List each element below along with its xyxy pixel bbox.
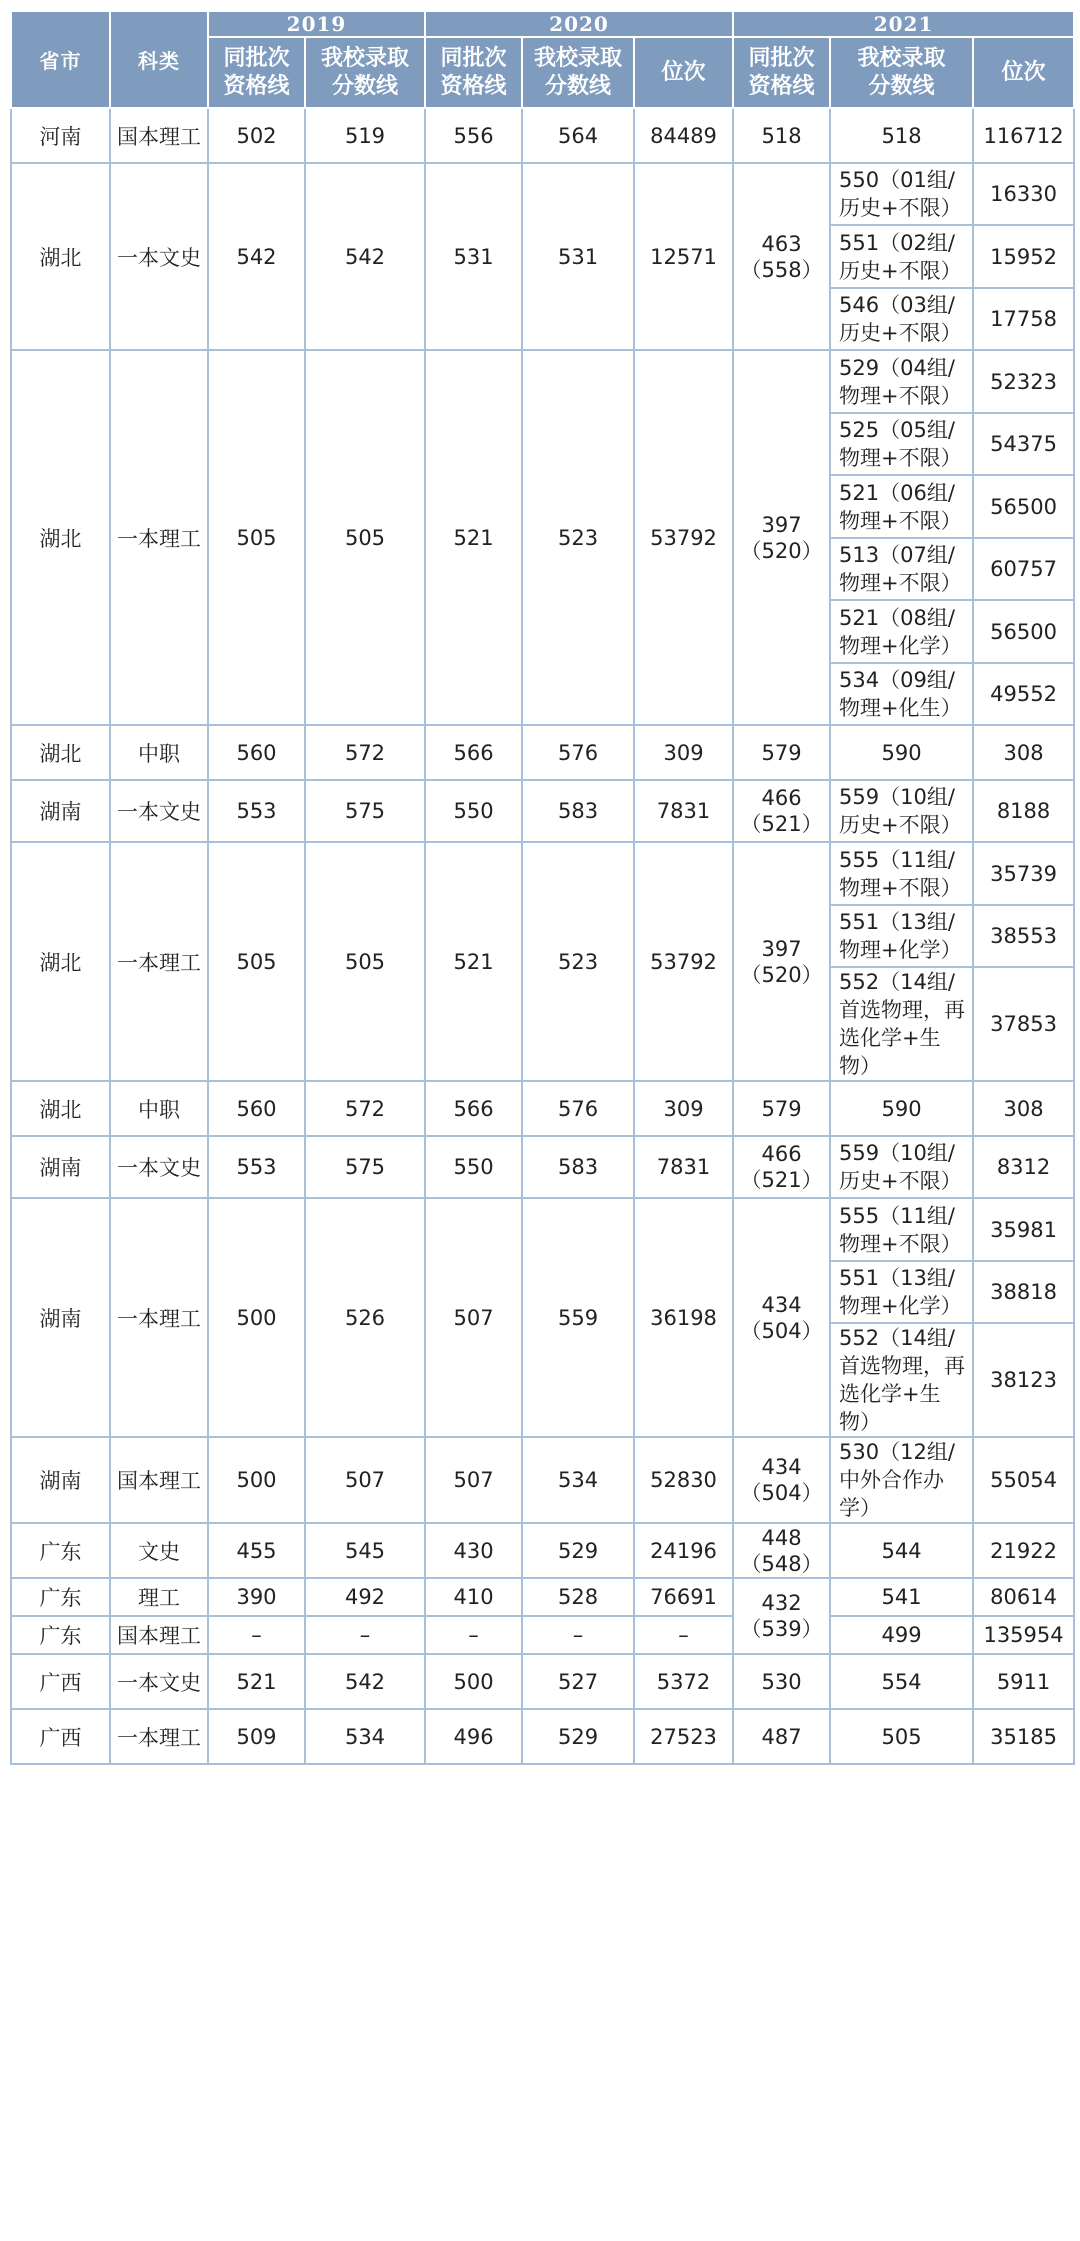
subject-cell: 一本文史 [110,780,208,842]
y2021-rank-cell: 60757 [973,538,1074,600]
y2020-rank-cell: 309 [634,1081,733,1136]
subject-cell: 国本理工 [110,1616,208,1654]
subject-cell: 国本理工 [110,108,208,163]
y2021-batch-line-cell: 518 [733,108,830,163]
header-2019-batch-line: 同批次 资格线 [208,37,305,108]
y2019-batch-line-cell: 390 [208,1578,305,1616]
y2019-batch-line-cell: 553 [208,1136,305,1198]
y2021-batch-line-cell: 466 （521） [733,780,830,842]
y2020-batch-line-cell: 507 [425,1198,522,1437]
y2021-school-line-cell: 551（02组/历史+不限） [830,225,973,288]
y2020-batch-line-cell: 566 [425,1081,522,1136]
province-cell: 湖北 [11,842,110,1081]
y2021-rank-cell: 17758 [973,288,1074,350]
y2019-school-line-cell: 507 [305,1437,425,1523]
y2021-school-line-cell: 505 [830,1709,973,1764]
header-year-2020: 2020 [425,11,733,37]
y2021-rank-cell: 8188 [973,780,1074,842]
y2021-school-line-cell: 590 [830,725,973,780]
y2020-rank-cell: 76691 [634,1578,733,1616]
table-row [11,842,1074,905]
subject-cell: 理工 [110,1578,208,1616]
y2021-rank-cell: 80614 [973,1578,1074,1616]
y2020-school-line-cell: 576 [522,725,634,780]
header-year-2019: 2019 [208,11,425,37]
province-cell: 湖南 [11,780,110,842]
y2021-school-line-cell: 555（11组/物理+不限） [830,1198,973,1261]
province-cell: 广东 [11,1616,110,1654]
y2021-batch-line-cell: 579 [733,725,830,780]
y2021-rank-cell: 35185 [973,1709,1074,1764]
y2021-rank-cell: 135954 [973,1616,1074,1654]
y2019-batch-line-cell: 500 [208,1437,305,1523]
y2020-school-line-cell: 583 [522,780,634,842]
y2021-school-line-cell: 530（12组/中外合作办学） [830,1437,973,1523]
province-cell: 湖北 [11,1081,110,1136]
y2021-rank-cell: 16330 [973,163,1074,225]
province-cell: 湖南 [11,1198,110,1437]
y2019-batch-line-cell: 505 [208,350,305,725]
y2019-batch-line-cell: 509 [208,1709,305,1764]
y2020-school-line-cell: 531 [522,163,634,350]
y2021-batch-line-cell: 466 （521） [733,1136,830,1198]
y2021-rank-cell: 21922 [973,1523,1074,1578]
header-2020-rank: 位次 [634,37,733,108]
y2021-school-line-cell: 529（04组/物理+不限） [830,350,973,413]
y2021-school-line-cell: 518 [830,108,973,163]
province-cell: 广东 [11,1578,110,1616]
y2020-batch-line-cell: 507 [425,1437,522,1523]
province-cell: 湖南 [11,1437,110,1523]
subject-cell: 中职 [110,725,208,780]
header-province: 省市 [11,11,110,108]
admission-score-table [10,10,1075,1765]
y2019-school-line-cell: 505 [305,350,425,725]
subject-cell: 一本理工 [110,1198,208,1437]
province-cell: 湖北 [11,163,110,350]
y2021-rank-cell: 35981 [973,1198,1074,1261]
y2019-batch-line-cell: 560 [208,1081,305,1136]
y2019-batch-line-cell: 521 [208,1654,305,1709]
y2021-school-line-cell: 552（14组/首选物理，再选化学+生物） [830,967,973,1081]
y2020-batch-line-cell: 550 [425,780,522,842]
subject-cell: 文史 [110,1523,208,1578]
y2020-batch-line-cell: 410 [425,1578,522,1616]
y2021-school-line-cell: 554 [830,1654,973,1709]
y2021-batch-line-cell: 432 （539） [733,1578,830,1654]
y2021-school-line-cell: 552（14组/首选物理，再选化学+生物） [830,1323,973,1437]
table-row [11,1523,1074,1578]
y2020-rank-cell: 24196 [634,1523,733,1578]
province-cell: 广西 [11,1709,110,1764]
y2019-batch-line-cell: 502 [208,108,305,163]
y2021-school-line-cell: 550（01组/历史+不限） [830,163,973,225]
y2020-rank-cell: 27523 [634,1709,733,1764]
y2021-rank-cell: 38553 [973,905,1074,967]
header-subject: 科类 [110,11,208,108]
subject-cell: 中职 [110,1081,208,1136]
y2021-school-line-cell: 559（10组/历史+不限） [830,780,973,842]
table-row [11,350,1074,413]
province-cell: 河南 [11,108,110,163]
subject-cell: 一本理工 [110,350,208,725]
y2020-batch-line-cell: 496 [425,1709,522,1764]
y2020-school-line-cell: 529 [522,1709,634,1764]
header-2021-school-line: 我校录取 分数线 [830,37,973,108]
y2020-batch-line-cell: 531 [425,163,522,350]
header-2020-batch-line: 同批次 资格线 [425,37,522,108]
y2019-school-line-cell: 542 [305,163,425,350]
y2021-school-line-cell: 559（10组/历史+不限） [830,1136,973,1198]
province-cell: 广东 [11,1523,110,1578]
y2020-school-line-cell: 576 [522,1081,634,1136]
table-row [11,1198,1074,1261]
y2021-school-line-cell: 521（06组/物理+不限） [830,475,973,538]
y2020-batch-line-cell: 566 [425,725,522,780]
y2020-school-line-cell: 559 [522,1198,634,1437]
table-row [11,1437,1074,1523]
y2021-school-line-cell: 499 [830,1616,973,1654]
header-2019-school-line: 我校录取 分数线 [305,37,425,108]
y2020-rank-cell: 52830 [634,1437,733,1523]
y2021-rank-cell: 38818 [973,1261,1074,1323]
table-row [11,1136,1074,1198]
y2020-rank-cell: 53792 [634,842,733,1081]
y2020-rank-cell: 309 [634,725,733,780]
y2020-school-line-cell: 583 [522,1136,634,1198]
table-row [11,108,1074,163]
province-cell: 湖北 [11,350,110,725]
y2021-school-line-cell: 551（13组/物理+化学） [830,905,973,967]
y2020-school-line-cell: 534 [522,1437,634,1523]
y2019-batch-line-cell: 542 [208,163,305,350]
y2021-school-line-cell: 590 [830,1081,973,1136]
y2019-school-line-cell: 575 [305,780,425,842]
province-cell: 湖南 [11,1136,110,1198]
y2021-rank-cell: 15952 [973,225,1074,288]
table-row [11,1578,1074,1616]
y2020-batch-line-cell: 550 [425,1136,522,1198]
y2021-rank-cell: 55054 [973,1437,1074,1523]
y2019-school-line-cell: 575 [305,1136,425,1198]
y2021-rank-cell: 49552 [973,663,1074,725]
y2021-school-line-cell: 555（11组/物理+不限） [830,842,973,905]
y2019-batch-line-cell: 455 [208,1523,305,1578]
y2019-school-line-cell: 492 [305,1578,425,1616]
subject-cell: 一本文史 [110,1654,208,1709]
y2020-rank-cell: 5372 [634,1654,733,1709]
y2020-rank-cell: 7831 [634,1136,733,1198]
y2020-school-line-cell: – [522,1616,634,1654]
y2020-rank-cell: – [634,1616,733,1654]
y2021-rank-cell: 308 [973,725,1074,780]
y2020-school-line-cell: 564 [522,108,634,163]
y2020-school-line-cell: 523 [522,842,634,1081]
table-row [11,725,1074,780]
y2020-rank-cell: 84489 [634,108,733,163]
y2019-school-line-cell: 572 [305,1081,425,1136]
y2021-batch-line-cell: 397 （520） [733,842,830,1081]
subject-cell: 一本理工 [110,1709,208,1764]
table-row [11,163,1074,225]
y2020-school-line-cell: 527 [522,1654,634,1709]
y2020-batch-line-cell: 500 [425,1654,522,1709]
y2021-school-line-cell: 534（09组/物理+化生） [830,663,973,725]
subject-cell: 一本文史 [110,163,208,350]
province-cell: 广西 [11,1654,110,1709]
table-row [11,1654,1074,1709]
subject-cell: 一本理工 [110,842,208,1081]
y2019-school-line-cell: 526 [305,1198,425,1437]
y2019-batch-line-cell: 553 [208,780,305,842]
header-2021-rank: 位次 [973,37,1074,108]
header-2020-school-line: 我校录取 分数线 [522,37,634,108]
y2019-school-line-cell: 542 [305,1654,425,1709]
y2021-rank-cell: 37853 [973,967,1074,1081]
y2021-rank-cell: 38123 [973,1323,1074,1437]
table-row [11,1616,1074,1654]
y2021-rank-cell: 56500 [973,600,1074,663]
y2019-school-line-cell: 572 [305,725,425,780]
y2019-school-line-cell: 545 [305,1523,425,1578]
y2021-rank-cell: 52323 [973,350,1074,413]
subject-cell: 一本文史 [110,1136,208,1198]
y2021-school-line-cell: 525（05组/物理+不限） [830,413,973,475]
table-row [11,1081,1074,1136]
y2019-batch-line-cell: 500 [208,1198,305,1437]
y2020-school-line-cell: 528 [522,1578,634,1616]
y2021-school-line-cell: 541 [830,1578,973,1616]
y2021-school-line-cell: 551（13组/物理+化学） [830,1261,973,1323]
y2021-school-line-cell: 513（07组/物理+不限） [830,538,973,600]
y2020-batch-line-cell: 430 [425,1523,522,1578]
y2021-rank-cell: 5911 [973,1654,1074,1709]
province-cell: 湖北 [11,725,110,780]
y2019-batch-line-cell: 505 [208,842,305,1081]
y2021-rank-cell: 54375 [973,413,1074,475]
y2019-school-line-cell: – [305,1616,425,1654]
y2019-school-line-cell: 519 [305,108,425,163]
y2021-batch-line-cell: 448 （548） [733,1523,830,1578]
y2021-rank-cell: 8312 [973,1136,1074,1198]
y2019-school-line-cell: 505 [305,842,425,1081]
y2021-batch-line-cell: 434 （504） [733,1198,830,1437]
y2021-rank-cell: 116712 [973,108,1074,163]
y2020-rank-cell: 36198 [634,1198,733,1437]
y2020-batch-line-cell: 521 [425,842,522,1081]
table-body [11,108,1074,1764]
y2021-batch-line-cell: 434 （504） [733,1437,830,1523]
y2021-batch-line-cell: 579 [733,1081,830,1136]
y2021-school-line-cell: 521（08组/物理+化学） [830,600,973,663]
y2021-batch-line-cell: 487 [733,1709,830,1764]
y2021-rank-cell: 35739 [973,842,1074,905]
y2019-school-line-cell: 534 [305,1709,425,1764]
table-row [11,1709,1074,1764]
y2020-rank-cell: 7831 [634,780,733,842]
y2021-batch-line-cell: 530 [733,1654,830,1709]
header-2021-batch-line: 同批次 资格线 [733,37,830,108]
y2020-rank-cell: 53792 [634,350,733,725]
y2019-batch-line-cell: – [208,1616,305,1654]
y2021-batch-line-cell: 397 （520） [733,350,830,725]
header-year-2021: 2021 [733,11,1074,37]
y2021-rank-cell: 308 [973,1081,1074,1136]
y2020-batch-line-cell: – [425,1616,522,1654]
y2021-school-line-cell: 546（03组/历史+不限） [830,288,973,350]
y2020-batch-line-cell: 521 [425,350,522,725]
table-row [11,780,1074,842]
y2021-rank-cell: 56500 [973,475,1074,538]
y2020-batch-line-cell: 556 [425,108,522,163]
y2021-school-line-cell: 544 [830,1523,973,1578]
y2020-rank-cell: 12571 [634,163,733,350]
y2019-batch-line-cell: 560 [208,725,305,780]
y2021-batch-line-cell: 463 （558） [733,163,830,350]
y2020-school-line-cell: 523 [522,350,634,725]
subject-cell: 国本理工 [110,1437,208,1523]
y2020-school-line-cell: 529 [522,1523,634,1578]
